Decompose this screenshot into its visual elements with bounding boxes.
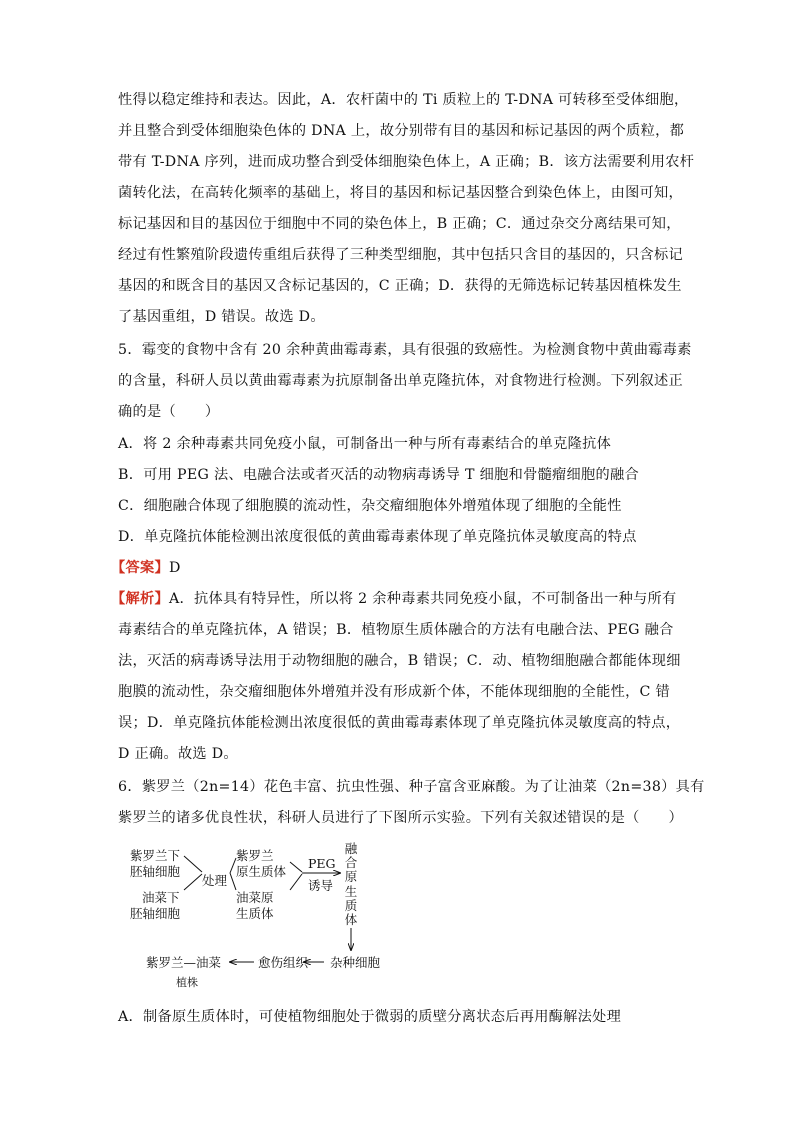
text-line: 菌转化法，在高转化频率的基础上，将目的基因和标记基因整合到染色体上，由图可知， <box>118 185 684 201</box>
label-hybrid-cell: 杂种细胞 <box>330 955 381 970</box>
label-hybrid-plant: 紫罗兰—油菜 <box>146 955 222 970</box>
question-5-stem: 5．霉变的食物中含有 20 余种黄曲霉毒素，具有很强的致癌性。为检测食物中黄曲霉毒素 <box>118 342 692 358</box>
converge-line <box>184 856 202 872</box>
label-rape-protoplast: 生质体 <box>236 906 274 921</box>
option-c: C．细胞融合体现了细胞膜的流动性，杂交瘤细胞体外增殖体现了细胞的全能性 <box>118 498 622 514</box>
question-5-stem: 的含量，科研人员以黄曲霉毒素为抗原制备出单克隆抗体，对食物进行检测。下列叙述正 <box>118 373 684 389</box>
label-rape-hypocotyl: 胚轴细胞 <box>130 906 181 921</box>
converge-line <box>184 874 202 890</box>
answer-tag: 【答案】 <box>111 560 169 576</box>
analysis-line: 误；D．单克隆抗体能检测出浓度很低的黄曲霉毒素体现了单克隆抗体灵敏度高的特点， <box>118 715 681 731</box>
option-d: D．单克隆抗体能检测出浓度很低的黄曲霉毒素体现了单克隆抗体灵敏度高的特点 <box>118 529 637 545</box>
question-6-option-a: A．制备原生质体时，可使植物细胞处于微弱的质壁分离状态后再用酶解法处理 <box>118 1009 622 1025</box>
label-rape-protoplast: 油菜原 <box>236 890 274 905</box>
text-line: 带有 T-DNA 序列，进而成功整合到受体细胞染色体上，A 正确；B．该方法需要利用农杆 <box>118 154 695 170</box>
label-fused-protoplast: 融 合 原 生 质 体 <box>344 841 358 928</box>
label-rape-hypocotyl: 油菜下 <box>142 890 180 905</box>
text-line: 经过有性繁殖阶段遗传重组后获得了三种类型细胞，其中包括只含目的基因的，只含标记 <box>118 247 684 263</box>
label-hybrid-plant: 植株 <box>176 976 198 989</box>
label-callus: 愈伤组织 <box>258 955 309 970</box>
converge-line <box>290 874 302 890</box>
answer-value: D <box>168 560 181 576</box>
label-violet-protoplast: 原生质体 <box>236 864 287 879</box>
label-violet-hypocotyl: 胚轴细胞 <box>130 864 181 879</box>
text-line: 性得以稳定维持和表达。因此，A．农杆菌中的 Ti 质粒上的 T-DNA 可转移至受体细胞， <box>118 92 689 108</box>
question-6-stem: 紫罗兰的诸多优良性状，科研人员进行了下图所示实验。下列有关叙述错误的是（ ） <box>118 810 684 826</box>
label-peg: PEG <box>308 856 336 871</box>
analysis-tag: 【解析】 <box>111 591 169 607</box>
analysis-line: 毒素结合的单克隆抗体，A 错误；B．植物原生质体融合的方法有电融合法、PEG 融合 <box>118 622 674 638</box>
label-process: 处理 <box>202 873 228 888</box>
text-line: 标记基因和目的基因位于细胞中不同的染色体上，B 正确；C．通过杂交分离结果可知， <box>118 216 681 232</box>
option-a: A．将 2 余种毒素共同免疫小鼠，可制备出一种与所有毒素结合的单克隆抗体 <box>118 436 612 452</box>
question-6-stem: 6．紫罗兰（2n=14）花色丰富、抗虫性强、种子富含亚麻酸。为了让油菜（2n=38）具有 <box>118 779 705 795</box>
label-violet-hypocotyl: 紫罗兰下 <box>130 848 181 863</box>
answer-line <box>111 558 671 578</box>
analysis-line <box>111 589 677 609</box>
protoplast-fusion-diagram <box>118 838 438 998</box>
label-induce: 诱导 <box>308 878 334 893</box>
converge-line <box>290 862 302 872</box>
text-line: 基因的和既含目的基因又含标记基因的，C 正确；D．获得的无筛选标记转基因植株发生 <box>118 278 682 294</box>
analysis-line: D 正确。故选 D。 <box>118 746 238 762</box>
option-b: B．可用 PEG 法、电融合法或者灭活的动物病毒诱导 T 细胞和骨髓瘤细胞的融合 <box>118 467 639 483</box>
text-line: 了基因重组，D 错误。故选 D。 <box>118 309 325 325</box>
analysis-text: A．抗体具有特异性，所以将 2 余种毒素共同免疫小鼠，不可制备出一种与所有 <box>168 591 677 607</box>
question-5-stem: 确的是（ ） <box>118 404 220 420</box>
text-line: 并且整合到受体细胞染色体的 DNA 上，故分别带有目的基因和标记基因的两个质粒，都 <box>118 123 685 139</box>
analysis-line: 胞膜的流动性，杂交瘤细胞体外增殖并没有形成新个体，不能体现细胞的全能性，C 错 <box>118 684 671 700</box>
analysis-line: 法，灭活的病毒诱导法用于动物细胞的融合，B 错误；C．动、植物细胞融合都能体现细 <box>118 653 681 669</box>
label-violet-protoplast: 紫罗兰 <box>236 848 274 863</box>
